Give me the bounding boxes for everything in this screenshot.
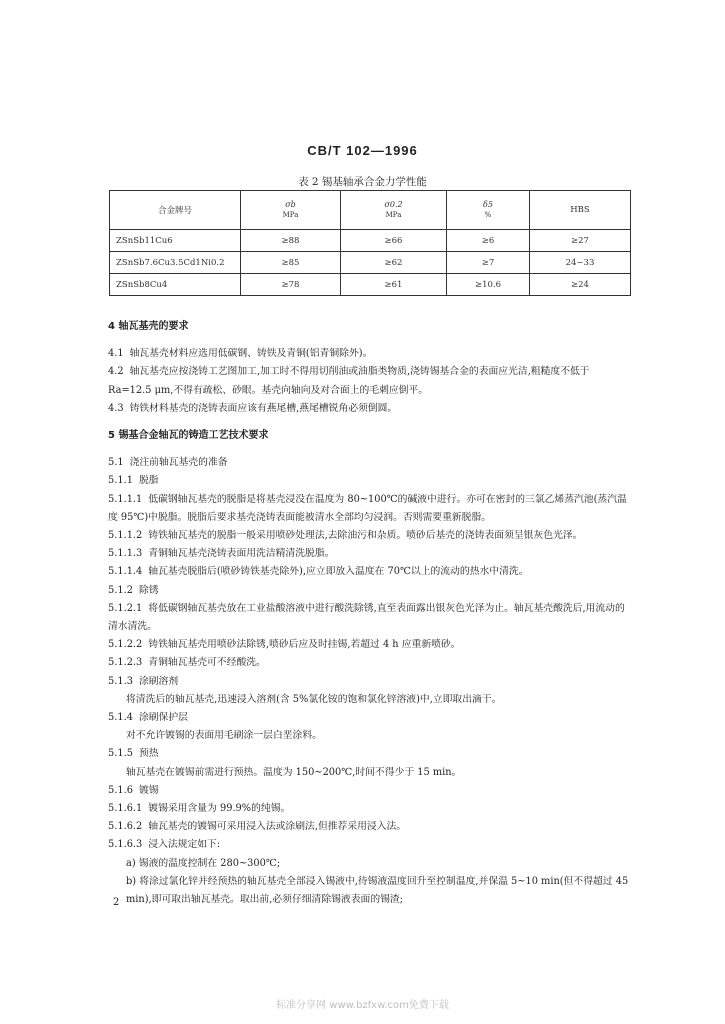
table-cell: ≥10.6 <box>447 274 530 296</box>
document-body <box>108 318 634 909</box>
table-cell: ≥6 <box>447 230 530 252</box>
clause-number: 5.1.3 <box>108 675 133 687</box>
clause-text: 铸铁轴瓦基壳的脱脂一般采用喷砂处理法,去除油污和杂质。喷砂后基壳的浇铸表面须呈银灰色光泽。 <box>148 530 583 542</box>
clause-paragraph <box>108 582 634 600</box>
clause-paragraph <box>108 345 634 363</box>
table-cell: ≥78 <box>241 274 341 296</box>
header-alloy: 合金牌号 <box>110 191 241 230</box>
clause-number: 5.1.4 <box>108 712 133 724</box>
table-header-row <box>110 191 631 230</box>
clause-paragraph <box>108 818 634 836</box>
clause-text: 浇注前轴瓦基壳的准备 <box>129 457 228 469</box>
table-cell: ≥61 <box>341 274 447 296</box>
table-cell: 24~33 <box>530 252 631 274</box>
clause-number: 5.1.2.2 <box>108 639 143 651</box>
clause-number: 5.1.2.1 <box>108 602 143 614</box>
clause-text: 镀锡 <box>138 784 159 796</box>
table-cell: ZSnSb11Cu6 <box>110 230 241 252</box>
header-tensile-symbol: σb <box>285 200 296 209</box>
clause-paragraph <box>108 709 634 727</box>
clause-text: 轴瓦基壳应按浇铸工艺图加工,加工时不得用切削油或油脂类物质,浇铸锡基合金的表面应光洁,粗糙度不低于 Ra=12.5 μm,不得有疏松、砂眼。基壳向轴向及对合面上的毛刺应倒平。 <box>108 366 590 396</box>
clause-paragraph <box>108 545 634 563</box>
table-cell: ≥62 <box>341 252 447 274</box>
page-header: CB/T 102—1996 <box>307 143 418 158</box>
clause-text: 铸铁轴瓦基壳用喷砂法除锈,喷砂后应及时挂锡,若超过 4 h 应重新喷砂。 <box>148 639 461 651</box>
clause-number: 4.1 <box>108 348 124 360</box>
clause-text: 轴瓦基壳的镀锡可采用浸入法或涂刷法,但推荐采用浸入法。 <box>148 821 407 833</box>
clause-paragraph <box>108 673 634 691</box>
clause-text: 轴瓦基壳材料应选用低碳钢、铸铁及青铜(铝青铜除外)。 <box>129 348 373 360</box>
header-elongation-unit: % <box>484 211 492 219</box>
spacer <box>108 418 634 427</box>
header-tensile-unit: MPa <box>282 211 299 219</box>
clause-text: 预热 <box>138 748 159 760</box>
page-number: 2 <box>113 897 120 908</box>
clause-paragraph <box>108 654 634 672</box>
clause-text: 铸铁材料基壳的浇铸表面应该有燕尾槽,燕尾槽锐角必须倒圆。 <box>129 402 398 414</box>
clause-paragraph <box>108 836 634 854</box>
header-yield <box>341 191 447 230</box>
header-elongation <box>447 191 530 230</box>
clause-paragraph <box>108 745 634 763</box>
clause-text: 涂刷溶剂 <box>138 675 179 687</box>
table-row <box>110 230 631 252</box>
table-cell: ≥24 <box>530 274 631 296</box>
clause-text: 低碳钢轴瓦基壳的脱脂是将基壳浸没在温度为 80~100℃的碱液中进行。亦可在密封的三氯乙烯蒸汽池(蒸汽温度 95℃)中脱脂。脱脂后要求基壳浇铸表面能被清水全部均匀浸润。否则需要重新脱脂。 <box>108 493 627 523</box>
body-paragraph: 将清洗后的轴瓦基壳,迅速浸入溶剂(含 5%氯化铵的饱和氯化锌溶液)中,立即取出滴干。 <box>126 693 502 705</box>
clause-number: 5.1.2.3 <box>108 657 143 669</box>
clause-number: 5.1.1.1 <box>108 493 143 505</box>
clause-text: 涂刷保护层 <box>138 712 188 724</box>
header-elongation-symbol: δ5 <box>483 200 493 209</box>
table-row <box>110 252 631 274</box>
clause-number: 5.1.1.4 <box>108 566 143 578</box>
header-yield-unit: MPa <box>385 211 402 219</box>
clause-number: 5.1.6.2 <box>108 821 143 833</box>
clause-paragraph <box>108 454 634 472</box>
body-paragraph: b) 将涂过氯化锌并经预热的轴瓦基壳全部浸入锡液中,待锡液温度回升至控制温度,并保温 5~10 min(但不得超过 45 min),即可取出轴瓦基壳。取出前,必须仔细清除锡液表面的锡渣; <box>126 875 629 906</box>
clause-text: 脱脂 <box>138 475 159 487</box>
clause-text: 青铜轴瓦基壳浇铸表面用洗洁精清洗脱脂。 <box>148 548 335 560</box>
clause-paragraph <box>108 527 634 545</box>
clause-text: 除锈 <box>138 584 159 596</box>
clause-number: 4.3 <box>108 402 124 414</box>
clause-text: 轴瓦基壳脱脂后(喷砂铸铁基壳除外),应立即放入温度在 70℃以上的流动的热水中清洗。 <box>148 566 529 578</box>
header-tensile <box>241 191 341 230</box>
body-paragraph: a) 锡液的温度控制在 280~300℃; <box>126 857 281 869</box>
body-paragraph: 对不允许镀锡的表面用毛刷涂一层白垩涂料。 <box>126 730 322 742</box>
clause-number: 5.1.6.1 <box>108 803 143 815</box>
clause-paragraph <box>108 800 634 818</box>
spacer <box>108 445 634 454</box>
clause-number: 5.1.1 <box>108 475 133 487</box>
clause-text: 浸入法规定如下: <box>148 839 221 851</box>
table-cell: ≥7 <box>447 252 530 274</box>
table-cell: ≥88 <box>241 230 341 252</box>
clause-paragraph <box>108 600 634 636</box>
spacer <box>108 336 634 345</box>
watermark-footer: 标准分享网 www.bzfxw.com免费下载 <box>276 1000 449 1011</box>
table-caption: 表 2 锡基轴承合金力学性能 <box>298 176 427 188</box>
clause-text: 青铜轴瓦基壳可不经酸洗。 <box>148 657 266 669</box>
header-yield-symbol: σ0.2 <box>384 200 403 209</box>
clause-number: 5.1.6 <box>108 784 133 796</box>
clause-number: 5.1 <box>108 457 124 469</box>
section-heading: 4 轴瓦基壳的要求 <box>108 321 189 332</box>
clause-paragraph <box>108 400 634 418</box>
clause-paragraph <box>108 363 634 399</box>
section-heading: 5 锡基合金轴瓦的铸造工艺技术要求 <box>108 430 269 442</box>
clause-text: 将低碳钢轴瓦基壳放在工业盐酸溶液中进行酸洗除锈,直至表面露出银灰色光泽为止。轴瓦基壳酸洗后,用流动的清水清洗。 <box>108 602 625 633</box>
body-paragraph: 轴瓦基壳在镀锡前需进行预热。温度为 150~200℃,时间不得少于 15 min。 <box>126 766 462 778</box>
table-row <box>110 274 631 296</box>
properties-table <box>109 190 631 296</box>
table-cell: ≥27 <box>530 230 631 252</box>
header-hbs: HBS <box>530 191 631 230</box>
clause-number: 4.2 <box>108 366 124 378</box>
table-cell: ZSnSb7.6Cu3.5Cd1Ni0.2 <box>110 252 241 274</box>
table-cell: ≥66 <box>341 230 447 252</box>
clause-paragraph <box>108 491 634 527</box>
clause-number: 5.1.5 <box>108 748 133 760</box>
table-cell: ZSnSb8Cu4 <box>110 274 241 296</box>
clause-paragraph <box>108 472 634 490</box>
clause-number: 5.1.6.3 <box>108 839 143 851</box>
clause-number: 5.1.2 <box>108 584 133 596</box>
clause-text: 镀锡采用含量为 99.9%的纯锡。 <box>148 803 291 815</box>
clause-paragraph <box>108 563 634 581</box>
table-cell: ≥85 <box>241 252 341 274</box>
clause-number: 5.1.1.2 <box>108 530 143 542</box>
clause-paragraph <box>108 782 634 800</box>
clause-number: 5.1.1.3 <box>108 548 143 560</box>
clause-paragraph <box>108 636 634 654</box>
